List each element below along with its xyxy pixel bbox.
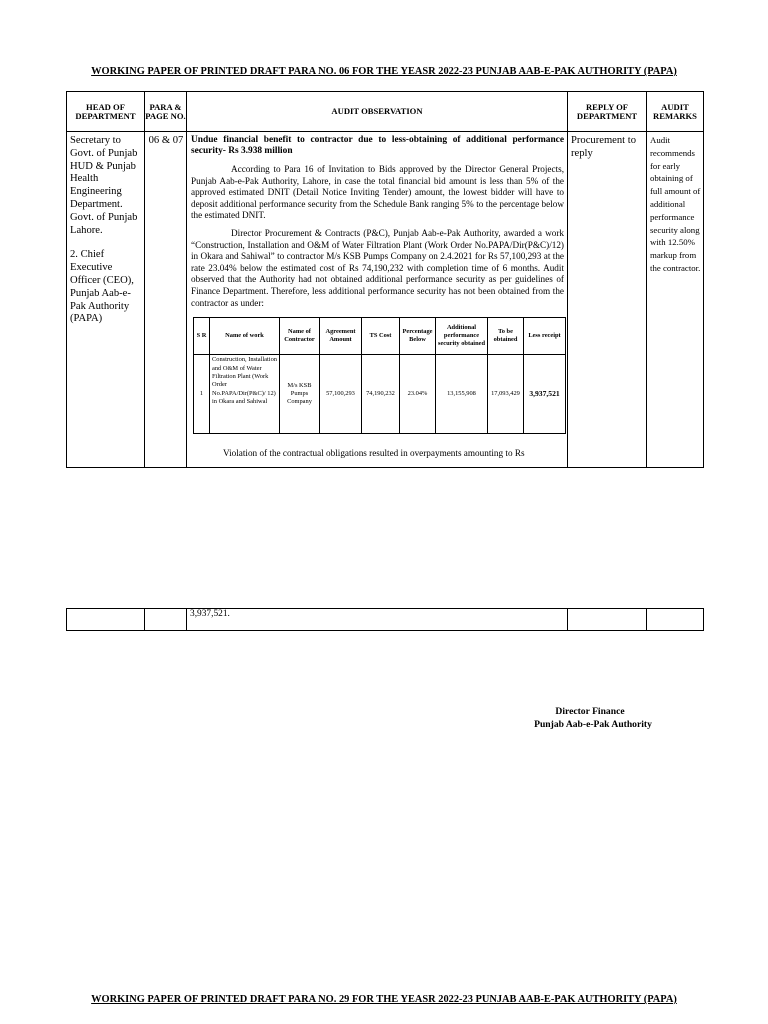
head-of-department-2: 2. Chief Executive Officer (CEO), Punjab Aab-e-Pak Authority (PAPA) — [70, 249, 134, 325]
security-details-table — [193, 317, 566, 434]
inner-header-name-of-work: Name of work — [210, 318, 280, 355]
inner-cell-name-of-work: Construction, Installation and O&M of Water Filtration Plant (Work Order No.PAPA/Dir(P&C)/ 12) in Okara and Sahiwal — [210, 355, 280, 434]
observation-paragraph-2: Director Procurement & Contracts (P&C), Punjab Aab-e-Pak Authority, awarded a work “Construction, Installation and O&M of Water Filtration Plant (Work Order No.PAPA/Dir(P&C)/12) in Okara and Sahiwal” to contractor M/s KSB Pumps Company on 2.4.2021 for Rs 57,100,293 at the rate 23.04% below the estimated cost of Rs 74,190,232 with completion time of 6 months. Audit observed that the Authority had not obtained additional performance security as per guidelines of Finance Department. Therefore, less additional performance security has not been obtained from the contractor as under: — [191, 227, 564, 308]
observation-trailing-text: Violation of the contractual obligations resulted in overpayments amounting to Rs — [223, 448, 525, 458]
cont-cell-remarks — [647, 609, 704, 631]
cell-audit-observation — [187, 132, 568, 468]
inner-cell-agreement-amount: 57,100,293 — [320, 355, 362, 434]
inner-cell-additional-obtained: 13,155,908 — [436, 355, 488, 434]
observation-heading: Undue financial benefit to contractor due to less-obtaining of additional performance security- Rs 3.938 million — [191, 135, 564, 156]
cell-reply — [568, 132, 647, 468]
audit-remarks-value: Audit recommends for early obtaining of full amount of additional performance security along with 12.50% markup from the contractor. — [650, 135, 701, 273]
cont-cell-observation: 3,937,521. — [187, 609, 568, 631]
inner-header-additional-obtained: Additional performance security obtained — [436, 318, 488, 355]
signature-title: Director Finance — [555, 706, 625, 717]
cell-audit-remarks — [647, 132, 704, 468]
signature-organization: Punjab Aab-e-Pak Authority — [534, 719, 652, 730]
reply-value: Procurement to reply — [571, 135, 637, 159]
continuation-table — [66, 608, 704, 631]
head-of-department-1: Secretary to Govt. of Punjab HUD & Punjab Health Engineering Department. Govt. of Punjab Lahore. — [70, 135, 138, 236]
inner-cell-less-receipt: 3,937,521 — [524, 355, 566, 434]
cont-cell-head — [67, 609, 145, 631]
inner-header-agreement-amount: Agreement Amount — [320, 318, 362, 355]
observation-paragraph-1: According to Para 16 of Invitation to Bids approved by the Director General Projects, Punjab Aab-e-Pak Authority, Lahore, in case the total financial bid amount is less than 5% of the approved estimated DNIT (Detail Notice Inviting Tender) amount, the lowest bidder will have to deposit additional performance security from the Schedule Bank ranging 5% to the percentage below the estimated DNIT. — [191, 164, 564, 221]
inner-header-ts-cost: TS Cost — [362, 318, 400, 355]
table-row — [67, 132, 704, 468]
inner-header-sr: S R — [194, 318, 210, 355]
cell-para-page-no — [145, 132, 187, 468]
inner-cell-sr: 1 — [194, 355, 210, 434]
inner-cell-ts-cost: 74,190,232 — [362, 355, 400, 434]
cont-cell-reply — [568, 609, 647, 631]
document-title-bottom: WORKING PAPER OF PRINTED DRAFT PARA NO. 29 FOR THE YEASR 2022-23 PUNJAB AAB-E-PAK AUTHORITY (PAPA) — [91, 994, 677, 1005]
inner-cell-to-be-obtained: 17,093,429 — [488, 355, 524, 434]
inner-header-to-be-obtained: To be obtained — [488, 318, 524, 355]
document-title-top: WORKING PAPER OF PRINTED DRAFT PARA NO. 06 FOR THE YEASR 2022-23 PUNJAB AAB-E-PAK AUTHORITY (PAPA) — [91, 66, 677, 77]
inner-header-contractor: Name of Contractor — [280, 318, 320, 355]
cont-cell-para — [145, 609, 187, 631]
working-paper-table — [66, 91, 704, 468]
table-header-row — [67, 92, 704, 132]
table-row — [194, 355, 566, 434]
cell-head-of-department — [67, 132, 145, 468]
header-head-of-department: HEAD OF DEPARTMENT — [67, 92, 145, 132]
inner-cell-percentage-below: 23.04% — [400, 355, 436, 434]
header-audit-observation: AUDIT OBSERVATION — [187, 92, 568, 132]
para-page-no-value: 06 & 07 — [148, 135, 184, 146]
inner-header-row — [194, 318, 566, 355]
inner-header-percentage-below: Percentage Below — [400, 318, 436, 355]
inner-cell-contractor: M/s KSB Pumps Company — [280, 355, 320, 434]
header-reply-of-department: REPLY OF DEPARTMENT — [568, 92, 647, 132]
inner-header-less-receipt: Less receipt — [524, 318, 566, 355]
header-audit-remarks: AUDIT REMARKS — [647, 92, 704, 132]
header-para-page-no: PARA & PAGE NO. — [145, 92, 187, 132]
table-row — [67, 609, 704, 631]
